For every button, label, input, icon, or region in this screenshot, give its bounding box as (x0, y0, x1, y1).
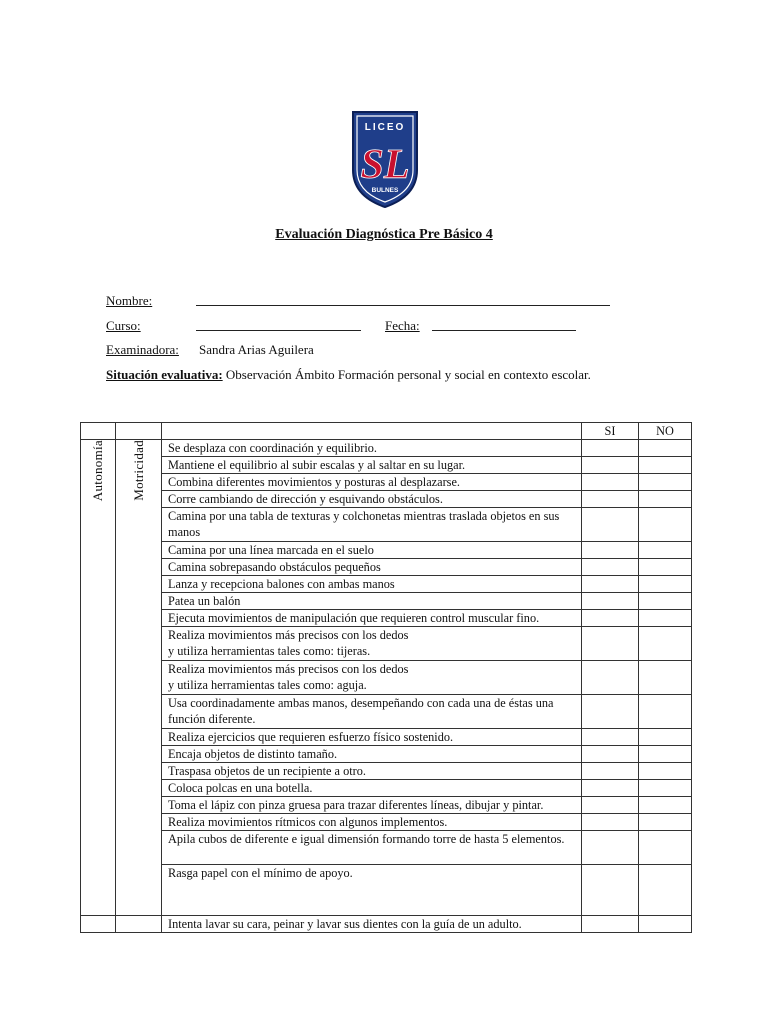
table-row (81, 593, 692, 610)
item-text: Realiza movimientos más precisos con los dedos y utiliza herramientas tales como: aguja. (162, 661, 582, 695)
document-title: Evaluación Diagnóstica Pre Básico 4 (275, 227, 493, 242)
no-cell[interactable] (639, 916, 692, 933)
table-row (81, 457, 692, 474)
si-cell[interactable] (582, 780, 639, 797)
table-row (81, 508, 692, 542)
no-cell[interactable] (639, 593, 692, 610)
item-text: Combina diferentes movimientos y posturas al desplazarse. (162, 474, 582, 491)
header-no: NO (639, 423, 692, 440)
no-cell[interactable] (639, 780, 692, 797)
si-cell[interactable] (582, 797, 639, 814)
table-row (81, 763, 692, 780)
item-text: Ejecuta movimientos de manipulación que requieren control muscular fino. (162, 610, 582, 627)
no-cell[interactable] (639, 797, 692, 814)
item-text: Realiza movimientos más precisos con los dedos y utiliza herramientas tales como: tijeras. (162, 627, 582, 661)
table-row (81, 474, 692, 491)
no-cell[interactable] (639, 831, 692, 865)
si-cell[interactable] (582, 831, 639, 865)
si-cell[interactable] (582, 610, 639, 627)
si-cell[interactable] (582, 474, 639, 491)
si-cell[interactable] (582, 542, 639, 559)
table-row (81, 661, 692, 695)
si-cell[interactable] (582, 593, 639, 610)
si-cell[interactable] (582, 763, 639, 780)
item-text: Apila cubos de diferente e igual dimensión formando torre de hasta 5 elementos. (162, 831, 582, 865)
si-cell[interactable] (582, 814, 639, 831)
si-cell[interactable] (582, 440, 639, 457)
examinadora-label: Examinadora: (106, 342, 179, 357)
no-cell[interactable] (639, 627, 692, 661)
table-row (81, 627, 692, 661)
table-row (81, 559, 692, 576)
table-row (81, 729, 692, 746)
si-cell[interactable] (582, 661, 639, 695)
item-text: Realiza ejercicios que requieren esfuerzo físico sostenido. (162, 729, 582, 746)
group-autonomia-label: Autonomía (90, 440, 105, 502)
table-header-row (81, 423, 692, 440)
si-cell[interactable] (582, 746, 639, 763)
table-row (81, 440, 692, 457)
school-logo (349, 108, 421, 210)
item-text: Realiza movimientos rítmicos con algunos implementos. (162, 814, 582, 831)
si-cell[interactable] (582, 729, 639, 746)
no-cell[interactable] (639, 865, 692, 916)
table-row (81, 780, 692, 797)
si-cell[interactable] (582, 916, 639, 933)
situacion-label: Situación evaluativa: (106, 367, 223, 382)
item-text: Usa coordinadamente ambas manos, desempeñando con cada una de éstas una función diferente. (162, 695, 582, 729)
no-cell[interactable] (639, 491, 692, 508)
item-text: Camina sobrepasando obstáculos pequeños (162, 559, 582, 576)
no-cell[interactable] (639, 559, 692, 576)
item-text: Encaja objetos de distinto tamaño. (162, 746, 582, 763)
si-cell[interactable] (582, 627, 639, 661)
item-text: Camina por una línea marcada en el suelo (162, 542, 582, 559)
table-row (81, 797, 692, 814)
no-cell[interactable] (639, 508, 692, 542)
table-row (81, 746, 692, 763)
item-text: Traspasa objetos de un recipiente a otro. (162, 763, 582, 780)
logo-top-text: LICEO (364, 122, 406, 133)
table-row (81, 610, 692, 627)
nombre-line[interactable] (196, 293, 610, 306)
no-cell[interactable] (639, 814, 692, 831)
nombre-label: Nombre: (106, 293, 153, 308)
group-motricidad (116, 440, 162, 916)
table-row (81, 865, 692, 916)
si-cell[interactable] (582, 576, 639, 593)
table-row (81, 576, 692, 593)
no-cell[interactable] (639, 576, 692, 593)
item-text: Mantiene el equilibrio al subir escalas y al saltar en su lugar. (162, 457, 582, 474)
item-text: Corre cambiando de dirección y esquivando obstáculos. (162, 491, 582, 508)
si-cell[interactable] (582, 508, 639, 542)
logo-bottom-text: BULNES (371, 187, 399, 194)
no-cell[interactable] (639, 695, 692, 729)
table-row (81, 814, 692, 831)
table-row (81, 695, 692, 729)
table-row (81, 542, 692, 559)
table-row (81, 831, 692, 865)
no-cell[interactable] (639, 457, 692, 474)
si-cell[interactable] (582, 559, 639, 576)
item-text: Camina por una tabla de texturas y colchonetas mientras traslada objetos en sus manos (162, 508, 582, 542)
si-cell[interactable] (582, 865, 639, 916)
item-text: Se desplaza con coordinación y equilibrio. (162, 440, 582, 457)
evaluation-table (80, 422, 692, 933)
item-text: Patea un balón (162, 593, 582, 610)
fecha-line[interactable] (432, 318, 576, 331)
situacion-text: Observación Ámbito Formación personal y social en contexto escolar. (222, 367, 591, 382)
group-autonomia (81, 440, 116, 916)
no-cell[interactable] (639, 661, 692, 695)
si-cell[interactable] (582, 457, 639, 474)
item-text: Intenta lavar su cara, peinar y lavar sus dientes con la guía de un adulto. (162, 916, 582, 933)
no-cell[interactable] (639, 729, 692, 746)
si-cell[interactable] (582, 491, 639, 508)
no-cell[interactable] (639, 474, 692, 491)
no-cell[interactable] (639, 542, 692, 559)
item-text: Lanza y recepciona balones con ambas manos (162, 576, 582, 593)
no-cell[interactable] (639, 763, 692, 780)
logo-monogram: SL (360, 142, 410, 188)
item-text: Coloca polcas en una botella. (162, 780, 582, 797)
header-si: SI (582, 423, 639, 440)
no-cell[interactable] (639, 610, 692, 627)
no-cell[interactable] (639, 440, 692, 457)
examinadora-value: Sandra Arias Aguilera (199, 342, 314, 357)
table-row (81, 491, 692, 508)
curso-line[interactable] (196, 318, 361, 331)
curso-label: Curso: (106, 318, 141, 333)
no-cell[interactable] (639, 746, 692, 763)
group-motricidad-label: Motricidad (130, 440, 146, 501)
situacion-evaluativa (106, 367, 591, 383)
item-text: Rasga papel con el mínimo de apoyo. (162, 865, 582, 916)
si-cell[interactable] (582, 695, 639, 729)
item-text: Toma el lápiz con pinza gruesa para trazar diferentes líneas, dibujar y pintar. (162, 797, 582, 814)
fecha-label: Fecha: (385, 318, 420, 333)
table-row (81, 916, 692, 933)
